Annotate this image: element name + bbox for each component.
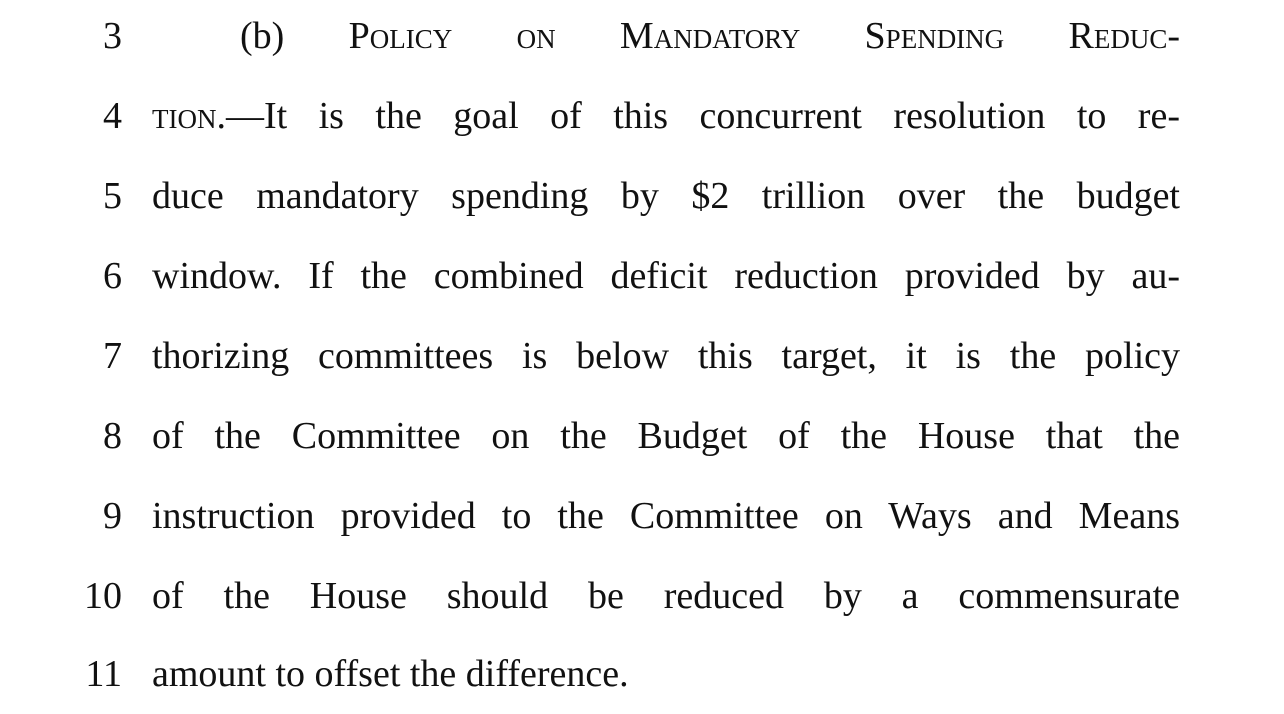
- subsection-heading: Policy on Mandatory Spending Reduc-: [348, 15, 1180, 57]
- document-line: [0, 236, 1284, 316]
- line-number: 8: [103, 415, 122, 457]
- document-line: [0, 476, 1284, 556]
- line-text: window. If the combined deficit reduction provided by au-: [152, 255, 1180, 297]
- line-text: [152, 0, 1180, 76]
- line-number: 6: [103, 255, 122, 297]
- line-text: thorizing committees is below this target, it is the policy: [152, 335, 1180, 377]
- line-number: 4: [103, 95, 122, 137]
- line-body: —It is the goal of this concurrent resolution to re-: [225, 95, 1180, 137]
- document-line: [0, 156, 1284, 236]
- subsection-label: (b): [240, 15, 349, 57]
- line-number: 7: [103, 335, 122, 377]
- line-number: 9: [103, 495, 122, 537]
- document-line: [0, 396, 1284, 476]
- document-line: [0, 316, 1284, 396]
- line-text: [152, 76, 1180, 156]
- line-number: 11: [85, 653, 122, 695]
- line-number: 5: [103, 175, 122, 217]
- line-number: 10: [84, 575, 122, 617]
- line-text: of the House should be reduced by a commensurate: [152, 575, 1180, 617]
- line-text: of the Committee on the Budget of the House that the: [152, 415, 1180, 457]
- line-text: instruction provided to the Committee on Ways and Means: [152, 495, 1180, 537]
- line-text: amount to offset the difference.: [152, 653, 629, 695]
- line-text: duce mandatory spending by $2 trillion over the budget: [152, 175, 1180, 217]
- subsection-heading-end: tion.: [152, 95, 226, 137]
- document-line: [0, 0, 1284, 76]
- document-line: [0, 556, 1284, 636]
- line-number: 3: [103, 15, 122, 57]
- document-line: [0, 76, 1284, 156]
- document-line: [0, 634, 1284, 714]
